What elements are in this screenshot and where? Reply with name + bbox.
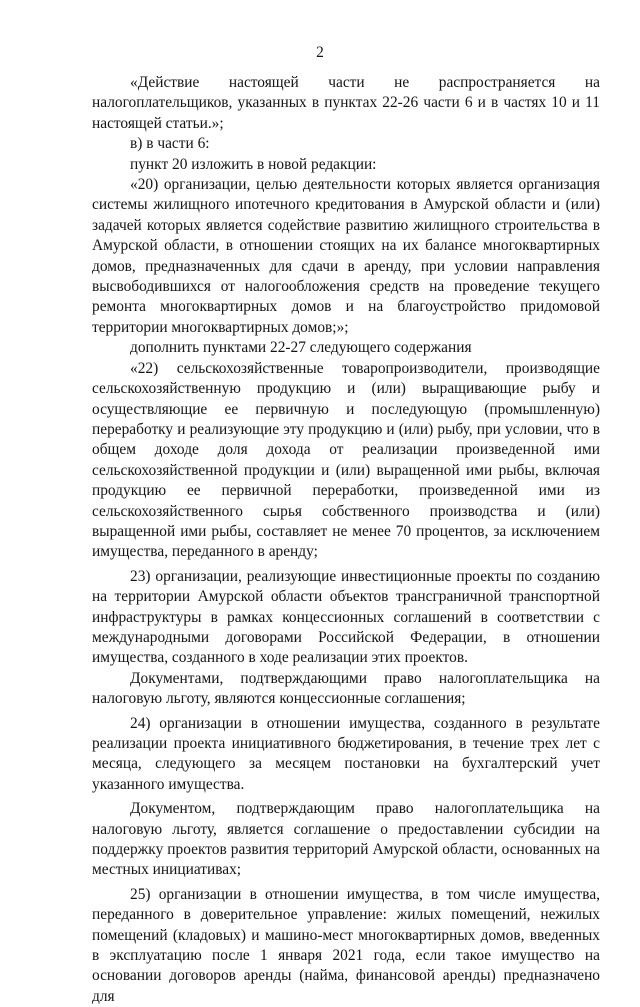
paragraph-item-24-documents: Документом, подтверждающим право налогоплательщика на налоговую льготу, является соглашение о предоставлении субсидии на поддержку проектов развития территорий Амурской области, основанных на местных инициативах; — [92, 800, 600, 879]
paragraph-item-23: 23) организации, реализующие инвестиционные проекты по созданию на территории Амурской области объектов трансграничной транспортной инфраструктуры в рамках концессионных соглашений в соответствии с международными договорами Российской Федерации, в отношении имущества, созданного в ходе реализации этих проектов. — [92, 567, 600, 667]
document-body — [92, 73, 600, 1007]
paragraph-item-23-documents: Документами, подтверждающими право налогоплательщика на налоговую льготу, являются концессионные соглашения; — [92, 669, 600, 708]
paragraph-item-22: «22) сельскохозяйственные товаропроизводители, производящие сельскохозяйственную продукцию и (или) выращивающие рыбу и осуществляющие ее первичную и последующую (промышленную) переработку и реализующие эту продукцию и (или) рыбу, при условии, что в общем доходе доля дохода от реализации произведенной ими сельскохозяйственной продукции и (или) выращенной ими рыбы, включая продукцию ее первичной переработки, произведенной ими из сельскохозяйственного сырья собственного производства и (или) выращенной ими рыбы, составляет не менее 70 процентов, за исключением имущества, переданного в аренду; — [92, 359, 600, 561]
paragraph-part-6-heading: в) в части 6: — [130, 135, 210, 153]
paragraph-item-20-intro: пункт 20 изложить в новой редакции: — [130, 155, 377, 173]
paragraph-item-25: 25) организации в отношении имущества, в том числе имущества, переданного в доверительное управление: жилых помещений, нежилых помещений (кладовых) и машино-мест многоквартирных домов, введенных в эксплуатацию после 1 января 2021 года, если такое имущество на основании договоров аренды (найма, финансовой аренды) предназначено для — [92, 885, 600, 1005]
paragraph-item-20: «20) организации, целью деятельности которых является организация системы жилищного ипотечного кредитования в Амурской области и (или) задачей которых является содействие развитию жилищного строительства в Амурской области, в отношении стоящих на их балансе многоквартирных домов, предназначенных для сдачи в аренду, при условии направления высвободившихся от налогообложения средств на проведение текущего ремонта многоквартирных домов и на благоустройство придомовой территории многоквартирных домов;»; — [92, 176, 600, 336]
paragraph-item-24: 24) организации в отношении имущества, созданного в результате реализации проекта инициативного бюджетирования, в течение трех лет с месяца, следующего за месяцем постановки на бухгалтерский учет указанного имущества. — [92, 714, 600, 793]
page-number: 2 — [316, 44, 324, 61]
paragraph-exemption-note: «Действие настоящей части не распространяется на налогоплательщиков, указанных в пунктах 22-26 части 6 и в частях 10 и 11 настоящей статьи.»; — [92, 74, 600, 132]
paragraph-add-items-intro: дополнить пунктами 22-27 следующего содержания — [130, 339, 472, 357]
